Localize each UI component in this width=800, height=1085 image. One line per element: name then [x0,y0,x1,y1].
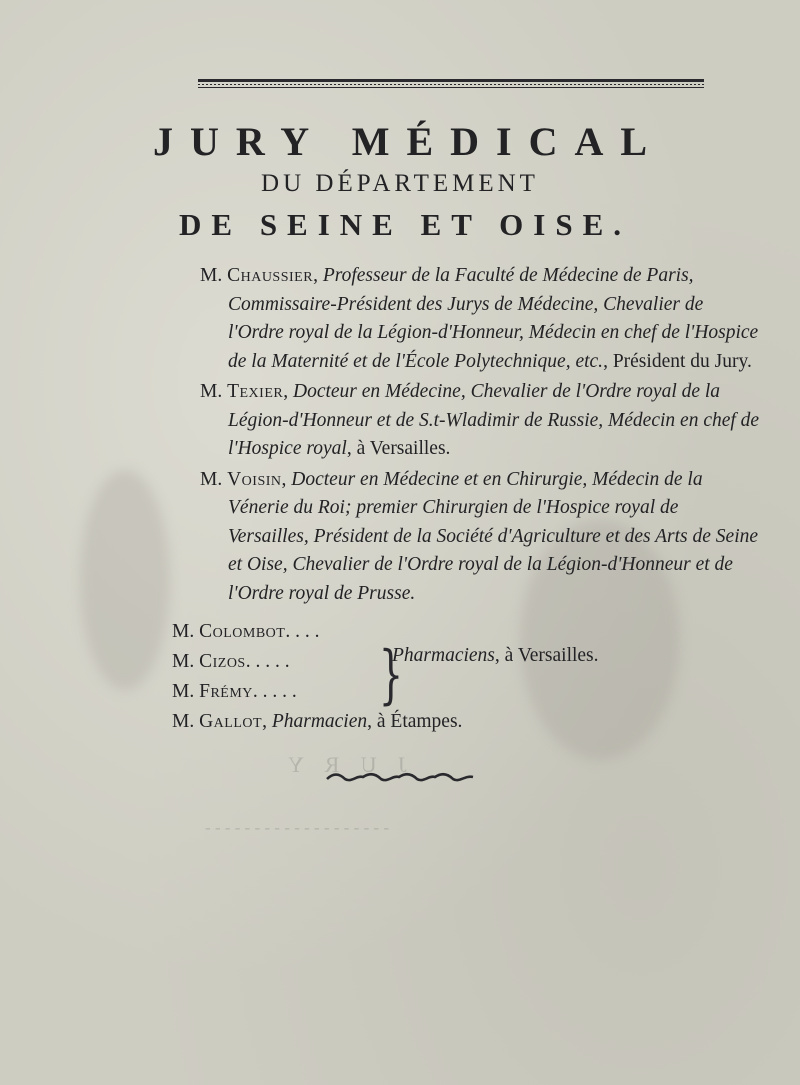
entry-fremy [172,677,772,707]
entry-prefix: M. [200,265,223,286]
leader-dots: . . . . . [245,651,290,672]
member-name: Colombot [199,621,286,642]
member-title: Professeur de la Faculté de Médecine de Paris, Commissaire-Président des Jurys de Médecine, Chevalier de l'Ordre royal de la Légion-d'Honneur, Médecin en chef de l'Hospice de la Maternité et de l'École Polytechnique, etc. [228,265,759,372]
heading-line-2: DU DÉPARTEMENT [261,170,539,197]
member-name: Texier [227,381,284,402]
leader-dots: . . . . . [252,681,297,702]
member-role: , Président du Jury. [603,350,752,372]
brace-icon: } [378,638,404,712]
member-name: Chaussier [227,265,314,286]
entry-chaussier [200,262,760,376]
entry-prefix: M. [200,381,223,402]
heading-line-3: DE SEINE ET OISE. [179,207,631,242]
entry-texier [200,378,760,464]
member-name: Frémy [199,681,253,702]
member-location: , à Étampes. [367,711,463,732]
leader-dots: . . . . [285,621,320,642]
decorative-top-rule [198,79,704,88]
separator: , [283,381,293,402]
member-title: Pharmacien [271,711,368,732]
member-title: Docteur en Médecine et en Chirurgie, Médecin de la Vénerie du Roi; premier Chirurgien de l'Hospice royal de Versailles, Président de la Société d'Agriculture et des Arts de Seine et Oise, Chevalier de l'Ordre royal de la Légion-d'Honneur et de l'Ordre royal de Prusse. [228,468,759,604]
entry-voisin [200,466,760,609]
heading-line-1: JURY MÉDICAL [152,119,665,164]
entry-prefix: M. [172,711,195,732]
pharmacists-note [392,645,599,667]
entry-gallot [172,707,772,737]
member-title: Docteur en Médecine, Chevalier de l'Ordre royal de la Légion-d'Honneur et de S.t-Wladimir de Russie, Médecin en chef de l'Hospice royal [228,381,760,459]
entry-prefix: M. [172,621,195,642]
bleed-through-text: J U R Y [280,752,407,777]
member-location: , à Versailles. [346,438,451,459]
member-title: Pharmaciens [392,645,495,666]
member-location: , à Versailles. [494,645,599,666]
member-name: Voisin [227,468,282,490]
member-name: Cizos [199,651,246,672]
entry-colombot [172,617,772,647]
bleed-through-text: - - - - - - - - - - - - - - - - - - - [205,818,390,837]
entry-prefix: M. [172,681,195,702]
separator: , [313,265,323,286]
entry-prefix: M. [172,651,195,672]
member-entries [200,262,760,610]
pharmacist-list [172,617,772,737]
member-name: Gallot [199,711,263,732]
separator: , [281,468,292,490]
entry-prefix: M. [200,468,223,490]
separator: , [262,711,272,732]
paper-stain [80,470,170,690]
